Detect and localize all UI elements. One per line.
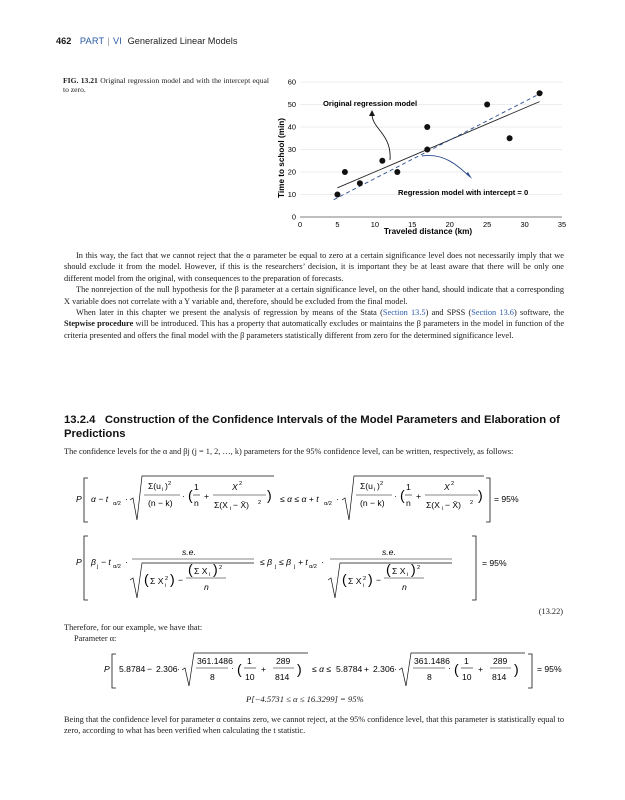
scatter-chart — [270, 74, 570, 244]
svg-text:Σ(u: Σ(u — [360, 481, 373, 491]
svg-text:·: · — [336, 494, 339, 504]
paragraph-3: When later in this chapter we present the analysis of regression by means of the Stata (Section 13.5) and SPSS (Section 13.6) software, the Stepwise procedure will be introduced. This has a property that automatically excludes or maintains the β parameters in the model in function of the criteria presented and offers the final model with the β parameters statistically different from zero for the determined significance level. — [64, 308, 565, 340]
svg-text:n: n — [406, 498, 411, 508]
eq-value: 361.1486 — [197, 656, 233, 666]
svg-text:X: X — [232, 482, 238, 492]
svg-text:(: ( — [188, 487, 193, 503]
svg-text:i: i — [165, 583, 167, 589]
svg-text:(: ( — [454, 661, 459, 677]
svg-text:α − t: α − t — [91, 494, 109, 504]
svg-text:i: i — [374, 487, 376, 493]
x-tick-label: 20 — [445, 220, 454, 229]
svg-text:n: n — [204, 582, 209, 592]
annotation-zero-intercept: Regression model with intercept = 0 — [398, 188, 529, 197]
ci-intro: The confidence levels for the α and βj (j = 1, 2, …, k) parameters for the 95% confidence level, can be written, respectively, as follows: — [64, 447, 514, 456]
svg-text:2: 2 — [219, 565, 223, 571]
svg-text:2: 2 — [239, 481, 243, 487]
parameter-label: Parameter α: — [74, 634, 117, 644]
arrow-zero — [422, 155, 469, 176]
svg-text:): ) — [514, 661, 519, 677]
eq-value: 361.1486 — [414, 656, 450, 666]
x-tick-label: 35 — [557, 220, 567, 229]
svg-text:·: · — [394, 491, 397, 501]
svg-text:): ) — [213, 561, 218, 577]
x-tick-label: 25 — [483, 220, 492, 229]
svg-text:2: 2 — [165, 576, 169, 582]
section-heading — [64, 413, 564, 441]
svg-text:): ) — [297, 661, 302, 677]
svg-text:2: 2 — [168, 481, 172, 487]
data-point — [379, 158, 385, 164]
svg-text:2: 2 — [258, 500, 262, 506]
svg-text:(n − k): (n − k) — [360, 498, 385, 508]
svg-text:(: ( — [188, 561, 193, 577]
svg-text:1: 1 — [406, 482, 411, 492]
svg-text:Σ X: Σ X — [194, 566, 208, 576]
svg-text:α/2: α/2 — [324, 501, 332, 507]
x-tick-label: 10 — [370, 220, 379, 229]
y-tick-label: 40 — [287, 122, 296, 132]
svg-text:(: ( — [400, 487, 405, 503]
svg-text:2: 2 — [417, 565, 421, 571]
svg-text:): ) — [377, 481, 380, 491]
y-tick-label: 0 — [291, 212, 296, 222]
svg-text:+: + — [261, 664, 267, 674]
equation-alpha-numeric — [64, 648, 564, 698]
eq-value: 1 — [464, 656, 469, 666]
svg-text:+: + — [204, 491, 210, 501]
svg-text:− X̄): − X̄) — [233, 500, 249, 510]
eq-value: 2.306 — [373, 664, 395, 674]
link-section-13-5[interactable]: Section 13.5 — [382, 308, 426, 318]
svg-text:j: j — [97, 564, 99, 570]
section-number: 13.2.4 — [64, 414, 96, 426]
y-tick-label: 20 — [287, 167, 296, 177]
arrow-head-zero — [466, 172, 472, 179]
eq-value: 8 — [210, 672, 215, 682]
y-tick-label: 10 — [287, 190, 296, 199]
svg-text:α/2: α/2 — [309, 564, 317, 570]
svg-text:(: ( — [342, 571, 347, 587]
arrow-head-original — [369, 110, 375, 116]
data-point — [424, 147, 430, 153]
eq-value: 10 — [245, 672, 255, 682]
svg-text:(n − k): (n − k) — [148, 498, 173, 508]
eq-value: 8 — [427, 672, 432, 682]
svg-text:): ) — [368, 571, 373, 587]
y-tick-label: 30 — [287, 145, 296, 154]
data-point — [507, 135, 513, 141]
svg-text:): ) — [267, 487, 272, 503]
eq-value: 2.306 — [156, 664, 178, 674]
svg-text:Σ X: Σ X — [348, 576, 362, 586]
svg-text:j: j — [275, 564, 277, 570]
svg-text:Σ(X: Σ(X — [214, 500, 228, 510]
svg-text:1: 1 — [194, 482, 199, 492]
page-number: 462 — [56, 36, 72, 46]
svg-text:j: j — [294, 564, 296, 570]
svg-text:α/2: α/2 — [113, 564, 121, 570]
svg-text:Σ(u: Σ(u — [148, 481, 161, 491]
conclusion-text: Being that the confidence level for parameter α contains zero, we cannot reject, at the 95% confidence level, that this parameter is statistically equal to zero, according to what has been verified when calculating the t statistic. — [64, 715, 564, 736]
svg-text:≤ α ≤ α + t: ≤ α ≤ α + t — [280, 494, 319, 504]
svg-text:−: − — [178, 575, 184, 585]
svg-text:): ) — [411, 561, 416, 577]
figure-caption — [63, 76, 269, 95]
svg-text:·: · — [125, 557, 128, 567]
svg-text:(: ( — [237, 661, 242, 677]
zero-intercept-regression-line — [334, 92, 544, 200]
x-tick-label: 15 — [408, 220, 417, 229]
regression-lines — [334, 92, 544, 200]
svg-text:+: + — [416, 491, 422, 501]
data-point — [357, 180, 363, 186]
y-axis-label: Time to school (min) — [277, 118, 286, 198]
link-section-13-6[interactable]: Section 13.6 — [471, 308, 514, 318]
svg-text:− X̄): − X̄) — [445, 500, 461, 510]
svg-text:·: · — [448, 663, 451, 673]
svg-text:·: · — [321, 557, 324, 567]
data-point — [484, 102, 490, 108]
x-axis-label: Traveled distance (km) — [383, 227, 473, 236]
svg-text:·: · — [177, 664, 180, 674]
svg-text:≤ α ≤: ≤ α ≤ — [312, 664, 332, 674]
svg-text:Σ(X: Σ(X — [426, 500, 440, 510]
svg-text:i: i — [407, 572, 409, 578]
data-point — [394, 169, 400, 175]
part-label: PART | VI — [79, 36, 123, 46]
data-point — [334, 192, 340, 198]
svg-text:P: P — [76, 494, 82, 504]
svg-text:(: ( — [386, 561, 391, 577]
svg-text:i: i — [230, 506, 232, 512]
svg-text:+ t: + t — [298, 557, 308, 567]
y-tick-label: 50 — [287, 100, 296, 109]
svg-text:+: + — [478, 664, 484, 674]
equation-number: (13.22) — [538, 607, 563, 616]
figure-label: FIG. 13.21 — [63, 76, 98, 85]
svg-text:− t: − t — [101, 557, 111, 567]
svg-text:≤ β: ≤ β — [279, 557, 292, 567]
svg-text:P: P — [76, 557, 82, 567]
data-point — [424, 124, 430, 130]
svg-text:n: n — [194, 498, 199, 508]
svg-text:2: 2 — [470, 500, 474, 506]
original-regression-line — [337, 102, 539, 188]
svg-text:Σ X: Σ X — [392, 566, 406, 576]
svg-text:≤ β: ≤ β — [260, 557, 273, 567]
example-text: Therefore, for our example, we have that: Parameter α: — [64, 622, 564, 645]
svg-text:i: i — [442, 506, 444, 512]
eq-value: 289 — [493, 656, 508, 666]
svg-text:): ) — [478, 487, 483, 503]
y-tick-label: 60 — [287, 77, 296, 87]
svg-text:α/2: α/2 — [113, 501, 121, 507]
chapter-title: Generalized Linear Models — [127, 36, 238, 46]
arrow-original — [372, 114, 390, 160]
eq-value: = 95% — [537, 664, 562, 674]
svg-text:·: · — [231, 663, 234, 673]
svg-text:= 95%: = 95% — [482, 558, 507, 568]
eq-value: 814 — [275, 672, 290, 682]
svg-text:n: n — [402, 582, 407, 592]
eq-value: 5.8784 — [119, 664, 146, 674]
data-point — [342, 169, 348, 175]
svg-text:P: P — [104, 664, 110, 674]
svg-text:2: 2 — [363, 576, 367, 582]
svg-text:2: 2 — [380, 481, 384, 487]
svg-text:Σ X: Σ X — [150, 576, 164, 586]
x-tick-label: 0 — [297, 220, 303, 229]
x-tick-label: 30 — [520, 220, 529, 229]
paragraph-1: In this way, the fact that we cannot reject that the α parameter be equal to zero at a certain significance level does not necessarily imply that we should exclude it from the model. However, if this is the researchers’ decision, it is important they be at least aware that there will be only one different model from the original, with consequences to the preparation of forecasts. — [64, 251, 564, 283]
svg-text:·: · — [394, 664, 397, 674]
svg-text:(: ( — [144, 571, 149, 587]
svg-text:): ) — [165, 481, 168, 491]
svg-text:β: β — [91, 557, 96, 567]
data-point — [537, 90, 543, 96]
paragraph-2: The nonrejection of the null hypothesis for the β parameter at a certain significance level, on the other hand, should indicate that a corresponding X variable does not correlate with a Y variable and, therefore, should be excluded from the final model. — [64, 285, 564, 306]
svg-text:s.e.: s.e. — [182, 547, 196, 557]
svg-text:s.e.: s.e. — [382, 547, 396, 557]
svg-text:i: i — [209, 572, 211, 578]
alpha-interval-result: P[−4.5731 ≤ α ≤ 16.3299] = 95% — [246, 694, 364, 704]
eq-value: 5.8784 — [336, 664, 363, 674]
eq-value: 10 — [462, 672, 472, 682]
svg-text:+: + — [364, 664, 370, 674]
svg-text:X: X — [444, 482, 450, 492]
annotation-original: Original regression model — [323, 99, 418, 108]
eq-value: 1 — [247, 656, 252, 666]
svg-text:= 95%: = 95% — [494, 494, 519, 504]
svg-text:−: − — [147, 664, 153, 674]
eq-value: 814 — [492, 672, 507, 682]
section-title: Construction of the Confidence Intervals of the Model Parameters and Elaboration of Predictions — [64, 414, 560, 440]
x-tick-label: 5 — [335, 220, 340, 229]
svg-text:i: i — [363, 583, 365, 589]
svg-text:2: 2 — [451, 481, 455, 487]
svg-text:·: · — [182, 491, 185, 501]
running-header — [56, 36, 237, 46]
body-text — [64, 250, 564, 341]
svg-text:·: · — [125, 494, 128, 504]
svg-text:−: − — [376, 575, 382, 585]
svg-text:i: i — [162, 487, 164, 493]
equation-13-22 — [64, 470, 564, 620]
svg-text:): ) — [170, 571, 175, 587]
eq-value: 289 — [276, 656, 291, 666]
figure-caption-text: Original regression model and with the intercept equal to zero. — [63, 76, 270, 95]
